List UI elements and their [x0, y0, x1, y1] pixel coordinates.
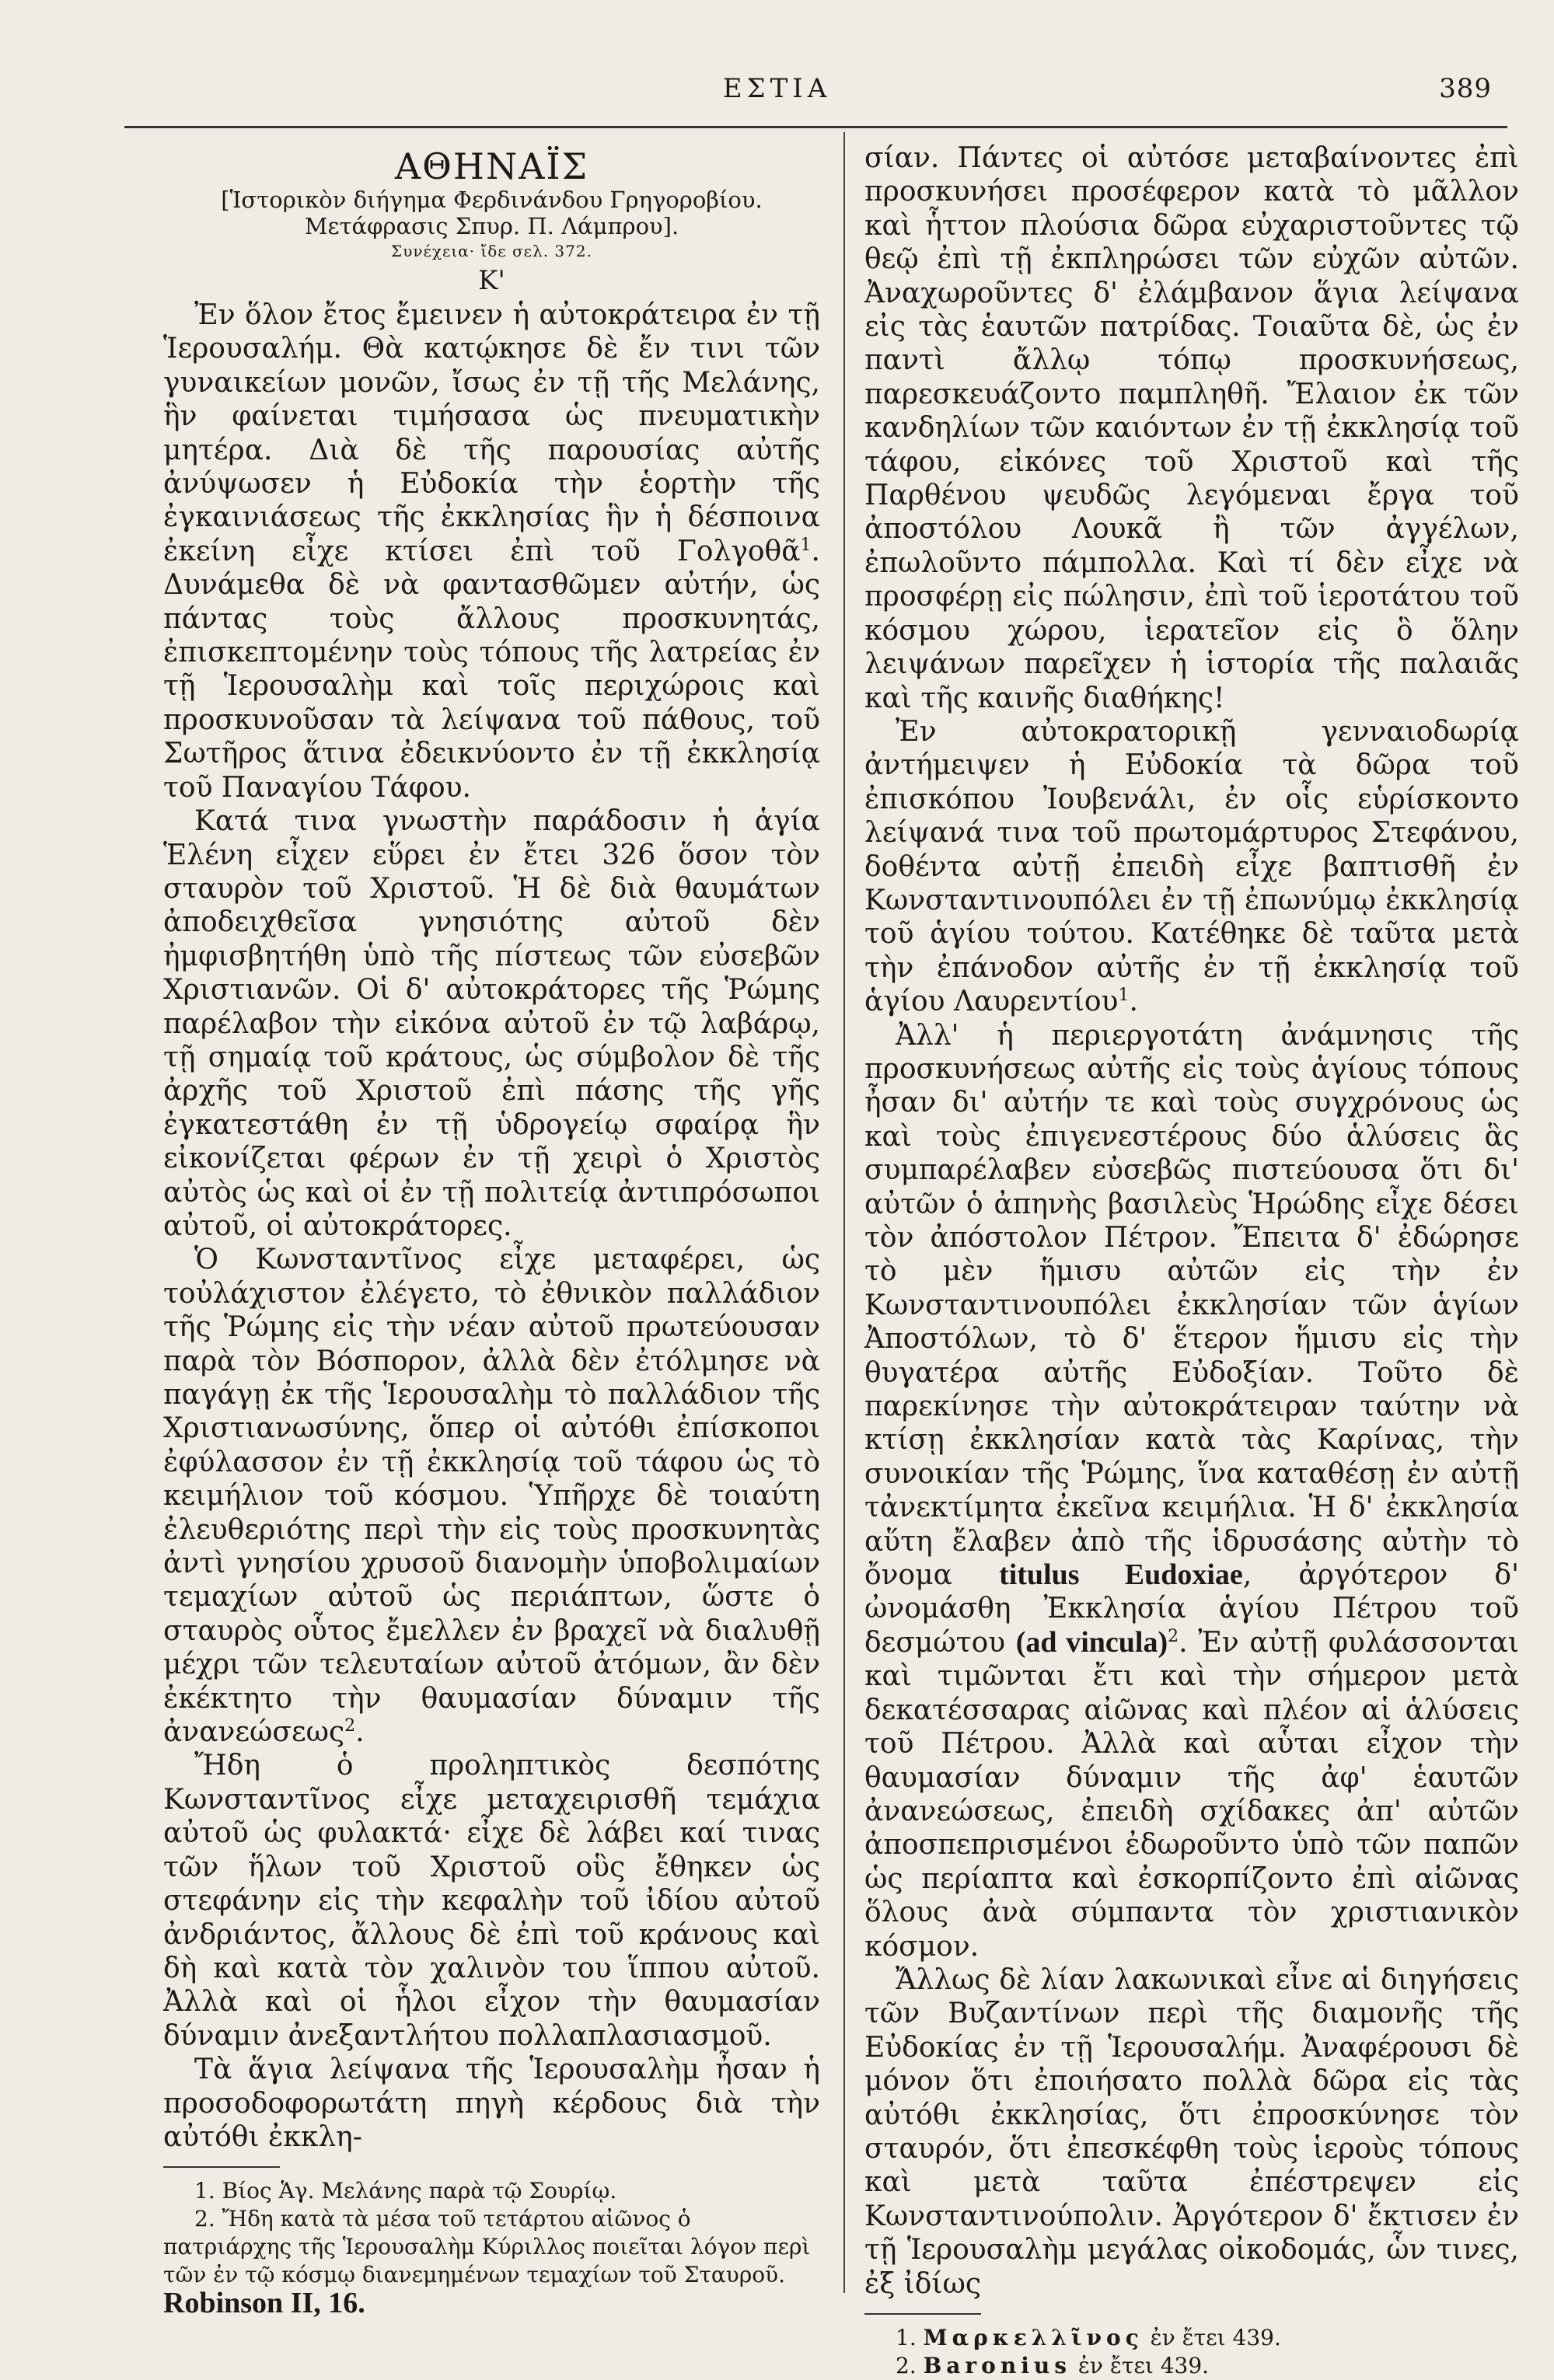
article-subtitle-line-1: [Ἱστορικὸν διήγημα Φερδινάνδου Γρηγοροβίου. — [221, 187, 763, 213]
paragraph-text: , ἀργότερον δ' ὠνομάσθη Ἐκκλησία ἁγίου Πέτρου τοῦ δεσμώτου — [864, 1559, 1519, 1659]
footnote — [864, 2324, 1519, 2352]
footnote-number: 1. — [896, 2325, 924, 2350]
paragraph-text: Ἐν αὐτοκρατορικῇ γενναιοδωρίᾳ ἀντήμειψεν ἡ Εὐδοκία τὰ δῶρα τοῦ ἐπισκόπου Ἰουβενάλι, ἐν οἷς εὑρίσκοντο λείψανά τινα τοῦ πρωτομάρτυρος Στεφάνου, δοθέντα αὐτῇ ἐπειδὴ εἶχε βαπτισθῆ ἐν Κωνσταντινουπόλει ἐν τῇ ἐπωνύμῳ ἐκκλησίᾳ τοῦ ἁγίου τούτου. Κατέθηκε δὲ ταῦτα μετὰ τὴν ἐπάνοδον αὐτῆς ἐν τῇ ἐκκλησίᾳ τοῦ ἁγίου Λαυρεντίου — [864, 715, 1519, 1018]
footnote: 1. Βίος Ἁγ. Μελάνης παρὰ τῷ Σουρίῳ. — [194, 2178, 617, 2204]
right-column — [864, 141, 1519, 2380]
running-head — [0, 68, 1554, 115]
footnote-text: ἐν ἔτει 439. — [1143, 2325, 1281, 2350]
header-rule — [124, 126, 1507, 128]
latin-term: titulus Eudoxiae — [999, 1558, 1243, 1592]
paragraph: Τὰ ἅγια λείψανα τῆς Ἱερουσαλὴμ ἦσαν ἡ προσοδοφορωτάτη πηγὴ κέρδους διὰ τὴν αὐτόθι ἐκκλη- — [163, 2054, 820, 2153]
footnotes — [163, 2177, 820, 2319]
paragraph: Κατά τινα γνωστὴν παράδοσιν ἡ ἁγία Ἑλένη εἶχεν εὕρει ἐν ἔτει 326 ὅσον τὸν σταυρὸν τοῦ Χριστοῦ. Ἡ δὲ διὰ θαυμάτων ἀποδειχθεῖσα γνησιότης αὐτοῦ δὲν ἠμφισβητήθη ὑπὸ τῆς πίστεως τῶν εὐσεβῶν Χριστιανῶν. Οἱ δ' αὐτοκράτορες τῆς Ῥώμης παρέλαβον τὴν εἰκόνα αὐτοῦ ἐν τῷ λαβάρῳ, τῇ σημαίᾳ τοῦ κράτους, ὡς σύμβολον δὲ τῆς ἀρχῆς τοῦ Χριστοῦ ἐπὶ πάσης τῆς γῆς ἐγκατεστάθη ἐν τῇ ὑδρογείῳ σφαίρᾳ ἣν εἰκονίζεται φέρων ἐν τῇ χειρὶ ὁ Χριστὸς αὐτὸς ὡς καὶ οἱ ἐν τῇ πολιτείᾳ ἀντιπρόσωποι αὐτοῦ, οἱ αὐτοκράτορες. — [163, 805, 820, 1242]
footnote-ref: 2 — [344, 1716, 356, 1736]
paragraph-text: Ἐν ὅλον ἔτος ἔμεινεν ἡ αὐτοκράτειρα ἐν τῇ Ἱερουσαλήμ. Θὰ κατῴκησε δὲ ἔν τινι τῶν γυναικείων μονῶν, ἴσως ἐν τῇ τῆς Μελάνης, ἣν φαίνεται τιμήσασα ὡς πνευματικὴν μητέρα. Διὰ δὲ τῆς παρουσίας αὐτῆς ἀνύψωσεν ἡ Εὐδοκία τὴν ἑορτὴν τῆς ἐγκαινιάσεως τῆς ἐκκλησίας ἣν ἡ δέσποινα ἐκείνη εἶχε κτίσει ἐπὶ τοῦ Γολγοθᾶ — [163, 299, 820, 567]
footnote — [163, 2205, 820, 2319]
section-number: Κ' — [478, 265, 505, 296]
footnote-rule — [864, 2313, 981, 2315]
continuation-note: Συνέχεια· ἴδε σελ. 372. — [391, 242, 592, 260]
footnote-text: 2. Ἤδη κατὰ τὰ μέσα τοῦ τετάρτου αἰῶνος ὁ πατριάρχης τῆς Ἱερουσαλὴμ Κύριλλος ποιεῖται λόγον περὶ τῶν ἐν τῷ κόσμῳ διανεμημένων τεμαχίων τοῦ Σταυροῦ. — [163, 2206, 811, 2288]
paragraph — [864, 1019, 1519, 1963]
footnote-author: Μαρκελλῖνος — [923, 2325, 1144, 2350]
footnote-text: ἐν ἔτει 439. — [1070, 2353, 1210, 2378]
paragraph-text: . — [1129, 986, 1138, 1018]
footnote-ref: 1 — [800, 535, 812, 555]
paragraph — [163, 298, 820, 804]
article-subtitle-line-2: Μετάφρασις Σπυρ. Π. Λάμπρου]. — [304, 213, 679, 239]
footnote-ref: 2 — [1168, 1626, 1179, 1646]
paragraph-text: . — [355, 1716, 365, 1749]
paragraph — [163, 1243, 820, 1749]
paragraph-text: Ἀλλ' ἡ περιεργοτάτη ἀνάμνησις τῆς προσκυνήσεως αὐτῆς εἰς τοὺς ἁγίους τόπους ἦσαν δι' αὐτήν τε καὶ τοὺς συγχρόνους ὡς καὶ τοὺς ἐπιγενεστέρους δύο ἁλύσεις ἃς συμπαρέλαβεν εὐσεβῶς πιστεύουσα ὅτι δι' αὐτῶν ὁ ἀπηνὴς βασιλεὺς Ἡρώδης εἶχε δέσει τὸν ἀπόστολον Πέτρον. Ἔπειτα δ' ἐδώρησε τὸ μὲν ἥμισυ αὐτῶν εἰς τὴν ἐν Κωνσταντινουπόλει ἐκκλησίαν τῶν ἁγίων Ἀποστόλων, τὸ δ' ἕτερον ἥμισυ εἰς τὴν θυγατέρα αὐτῆς Εὐδοξίαν. Τοῦτο δὲ παρεκίνησε τὴν αὐτοκράτειραν ταύτην νὰ κτίσῃ ἐκκλησίαν κατὰ τὰς Καρίνας, τὴν συνοικίαν τῆς Ῥώμης, ἵνα καταθέσῃ ἐν αὐτῇ τἀνεκτίμητα ἐκεῖνα κειμήλια. Ἡ δ' ἐκκλησία αὕτη ἔλαβεν ἀπὸ τῆς ἱδρυσάσης αὐτὴν τὸ ὄνομα — [864, 1019, 1519, 1592]
page-number: 389 — [1439, 73, 1492, 104]
running-title: ΕΣΤΙΑ — [722, 73, 832, 104]
footnote-number: 2. — [896, 2353, 924, 2378]
paragraph: Ἤδη ὁ προληπτικὸς δεσπότης Κωνσταντῖνος εἶχε μεταχειρισθῆ τεμάχια αὐτοῦ ὡς φυλακτά· εἶχε δὲ λάβει καί τινας τῶν ἥλων τοῦ Χριστοῦ οὓς ἔθηκεν ὡς στεφάνην εἰς τὴν κεφαλὴν τοῦ ἰδίου αὐτοῦ ἀνδριάντος, ἄλλους δὲ ἐπὶ τοῦ κράνους καὶ δὴ καὶ κατὰ τὸν χαλινὸν του ἵππου αὐτοῦ. Ἀλλὰ καὶ οἱ ἧλοι εἶχον τὴν θαυμασίαν δύναμιν ἀνεξαντλήτου πολλαπλασιασμοῦ. — [163, 1750, 820, 2052]
left-column — [163, 141, 820, 2319]
article-title: ΑΘΗΝΑΪΣ — [394, 145, 589, 187]
footnote-author: Baronius — [923, 2353, 1071, 2378]
footnote-citation: Robinson II, 16. — [163, 2287, 365, 2320]
column-divider — [843, 132, 845, 2293]
paragraph: Ἄλλως δὲ λίαν λακωνικαὶ εἶνε αἱ διηγήσεις τῶν Βυζαντίνων περὶ τῆς διαμονῆς τῆς Εὐδοκίας ἐν τῇ Ἱερουσαλήμ. Ἀναφέρουσι δὲ μόνον ὅτι ἐποιήσατο πολλὰ δῶρα εἰς τὰς αὐτόθι ἐκκλησίας, ὅτι ἐπροσκύνησε τὸν σταυρόν, ὅτι ἐπεσκέφθη τοὺς ἱεροὺς τόπους καὶ μετὰ ταῦτα ἐπέστρεψεν εἰς Κωνσταντινούπολιν. Ἀργότερον δ' ἔκτισεν ἐν τῇ Ἱερουσαλὴμ μεγάλας οἰκοδομάς, ὧν τινες, ἐξ ἰδίως — [864, 1963, 1519, 2300]
paragraph — [864, 715, 1519, 1019]
footnote-rule — [163, 2166, 280, 2168]
footnotes — [864, 2324, 1519, 2380]
paragraph: σίαν. Πάντες οἱ αὐτόσε μεταβαίνοντες ἐπὶ προσκυνήσει προσέφερον κατὰ τὸ μᾶλλον καὶ ἧττον πλούσια δῶρα εὐχαριστοῦντες τῷ θεῷ ἐπὶ τῇ ἐκπληρώσει τῶν εὐχῶν αὐτῶν. Ἀναχωροῦντες δ' ἐλάμβανον ἅγια λείψανα εἰς τὰς ἑαυτῶν πατρίδας. Τοιαῦτα δὲ, ὡς ἐν παντὶ ἄλλῳ τόπῳ προσκυνήσεως, παρεσκευάζοντο παμπληθῆ. Ἔλαιον ἐκ τῶν κανδηλίων τῶν καιόντων ἐν τῇ ἐκκλησίᾳ τοῦ τάφου, εἰκόνες τοῦ Χριστοῦ καὶ τῆς Παρθένου ψευδῶς λεγόμεναι ἔργα τοῦ ἀποστόλου Λουκᾶ ἢ τῶν ἀγγέλων, ἐπωλοῦντο πάμπολλα. Καὶ τί δὲν εἶχε νὰ προσφέρῃ εἰς πώλησιν, ἐπὶ τοῦ ἱεροτάτου τοῦ κόσμου χώρου, ἱερατεῖον εἰς ὃ ὅλην λειψάνων παρεῖχεν ἡ ἱστορία τῆς παλαιᾶς καὶ τῆς καινῆς διαθήκης! — [864, 142, 1519, 714]
footnote — [864, 2352, 1519, 2380]
paragraph-text: . Δυνάμεθα δὲ νὰ φαντασθῶμεν αὐτήν, ὡς πάντας τοὺς ἄλλους προσκυνητάς, ἐπισκεπτομένην τοὺς τόπους τῆς λατρείας ἐν τῇ Ἱερουσαλὴμ καὶ τοῖς περιχώροις καὶ προσκυνοῦσαν τὰ λείψανα τοῦ πάθους, τοῦ Σωτῆρος ἅτινα ἐδεικνύοντο ἐν τῇ ἐκκλησίᾳ τοῦ Παναγίου Τάφου. — [163, 535, 820, 804]
latin-term: (ad vincula) — [1015, 1625, 1168, 1659]
paragraph-text: . Ἐν αὐτῇ φυλάσσονται καὶ τιμῶνται ἔτι καὶ τὴν σήμερον μετὰ δεκατέσσαρας αἰῶνας καὶ πλέον αἱ ἁλύσεις τοῦ Πέτρου. Ἀλλὰ καὶ αὗται εἶχον τὴν θαυμασίαν δύναμιν τῆς ἀφ' ἑαυτῶν ἀνανεώσεως, ἐπειδὴ σχίδακες ἀπ' αὐτῶν ἀποσπεπρισμένοι ἐδωροῦντο ὑπὸ τῶν παπῶν ὡς περίαπτα καὶ ἐσκορπίζοντο ἐπὶ αἰῶνας ὅλους ἀνὰ σύμπαντα τὸν χριστιανικὸν κόσμον. — [864, 1626, 1519, 1963]
paragraph-text: Ὁ Κωνσταντῖνος εἶχε μεταφέρει, ὡς τοὐλάχιστον ἐλέγετο, τὸ ἐθνικὸν παλλάδιον τῆς Ῥώμης εἰς τὴν νέαν αὐτοῦ πρωτεύουσαν παρὰ τὸν Βόσπορον, ἀλλὰ δὲν ἐτόλμησε νὰ παγάγῃ ἐκ τῆς Ἱερουσαλὴμ τὸ παλλάδιον τῆς Χριστιανωσύνης, ὅπερ οἱ αὐτόθι ἐπίσκοποι ἐφύλασσον ἐν τῇ ἐκκλησίᾳ τοῦ τάφου ὡς τὸ κειμήλιον τοῦ κόσμου. Ὑπῆρχε δὲ τοιαύτη ἐλευθεριότης περὶ τὴν εἰς τοὺς προσκυνητὰς ἀντὶ γνησίου χρυσοῦ διανομὴν ὑποβολιμαίων τεμαχίων αὐτοῦ ὡς περιάπτων, ὥστε ὁ σταυρὸς οὗτος ἔμελλεν ἐν βραχεῖ νὰ διαλυθῇ μέχρι τῶν τελευταίων αὐτοῦ ἀτόμων, ἂν δὲν ἐκέκτητο τὴν θαυμασίαν δύναμιν τῆς ἀνανεώσεως — [163, 1244, 820, 1749]
footnote-ref: 1 — [1118, 986, 1130, 1006]
